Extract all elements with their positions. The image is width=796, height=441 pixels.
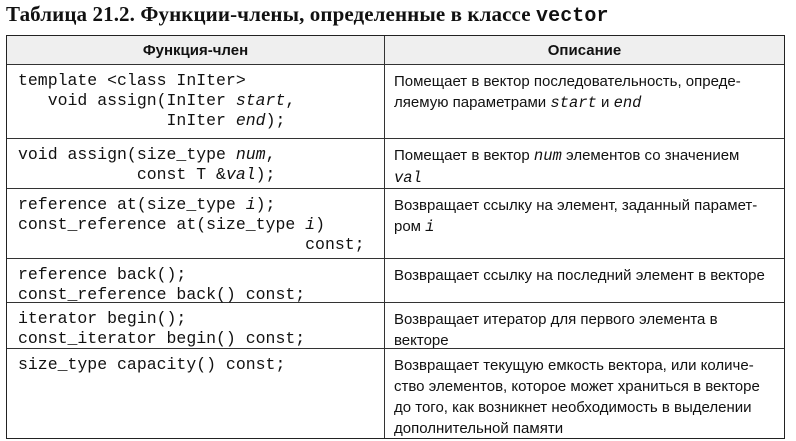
- table-row: [7, 189, 784, 259]
- text-segment: InIter: [18, 111, 236, 130]
- text-segment: const_reference back() const;: [18, 285, 306, 304]
- code-line: [18, 165, 384, 185]
- function-signature: [7, 303, 385, 348]
- code-line: [18, 145, 384, 165]
- description-line: [394, 167, 776, 189]
- header-description: Описание: [547, 41, 622, 59]
- function-description: [385, 65, 784, 138]
- text-segment: ,: [285, 91, 296, 110]
- text-segment: дополнительной памяти: [394, 420, 564, 437]
- text-segment: void assign(InIter: [18, 91, 236, 110]
- text-segment: );: [255, 195, 276, 214]
- parameter-name: num: [533, 147, 562, 165]
- text-segment: Возвращает итератор для первого элемента в векторе: [394, 311, 718, 349]
- function-description: [385, 349, 784, 438]
- caption-code: vector: [536, 5, 609, 28]
- parameter-name: i: [425, 218, 435, 236]
- description-line: [394, 92, 776, 114]
- description-line: [394, 145, 776, 167]
- description-line: [394, 71, 776, 92]
- parameter-name: end: [613, 94, 642, 112]
- table-row: [7, 139, 784, 189]
- function-signature: [7, 259, 385, 302]
- table-caption: [6, 2, 609, 28]
- text-segment: template <class InIter>: [18, 71, 246, 90]
- text-segment: Возвращает ссылку на последний элемент в векторе: [394, 267, 765, 284]
- code-line: [18, 111, 384, 131]
- text-segment: Возвращает ссылку на элемент, заданный парамет-: [394, 197, 758, 214]
- text-segment: элементов со значением: [561, 147, 740, 164]
- code-line: [18, 91, 384, 111]
- function-signature: [7, 139, 385, 188]
- code-line: [18, 265, 384, 285]
- function-description: [385, 259, 784, 302]
- parameter-name: val: [225, 165, 256, 184]
- text-segment: const_reference at(size_type: [18, 215, 306, 234]
- text-segment: const;: [18, 235, 365, 254]
- parameter-name: num: [235, 145, 266, 164]
- function-description: [385, 139, 784, 188]
- text-segment: reference back();: [18, 265, 187, 284]
- table-row: [7, 259, 784, 303]
- text-segment: const T &: [18, 165, 226, 184]
- function-description: [385, 189, 784, 258]
- text-segment: );: [265, 111, 286, 130]
- description-line: [394, 418, 776, 439]
- text-segment: size_type capacity() const;: [18, 355, 286, 374]
- text-segment: );: [255, 165, 276, 184]
- table-header-row: [7, 36, 784, 65]
- description-line: [394, 355, 776, 376]
- text-segment: Помещает в вектор: [394, 147, 534, 164]
- text-segment: Возвращает текущую емкость вектора, или количе-: [394, 357, 754, 374]
- code-line: [18, 215, 384, 235]
- description-line: [394, 216, 776, 238]
- code-line: [18, 309, 384, 329]
- text-segment: ): [315, 215, 325, 234]
- text-segment: и: [596, 94, 614, 111]
- description-line: [394, 397, 776, 418]
- description-line: [394, 309, 776, 351]
- code-line: [18, 235, 384, 255]
- text-segment: ство элементов, которое может храниться в векторе: [394, 378, 760, 395]
- function-signature: [7, 189, 385, 258]
- parameter-name: val: [394, 169, 422, 187]
- code-line: [18, 195, 384, 215]
- function-signature: [7, 349, 385, 438]
- text-segment: void assign(size_type: [18, 145, 236, 164]
- parameter-name: end: [235, 111, 266, 130]
- function-signature: [7, 65, 385, 138]
- parameter-name: start: [235, 91, 286, 110]
- description-line: [394, 376, 776, 397]
- table-row: [7, 349, 784, 438]
- header-member-function: Функция-член: [7, 36, 385, 64]
- table-row: [7, 303, 784, 349]
- text-segment: ром: [394, 218, 426, 235]
- text-segment: до того, как возникнет необходимость в выделении: [394, 399, 752, 416]
- code-line: [18, 285, 384, 305]
- text-segment: const_iterator begin() const;: [18, 329, 306, 348]
- code-line: [18, 71, 384, 91]
- description-line: [394, 195, 776, 216]
- text-segment: reference at(size_type: [18, 195, 246, 214]
- description-line: [394, 265, 776, 286]
- parameter-name: i: [305, 215, 316, 234]
- code-line: [18, 329, 384, 349]
- parameter-name: start: [550, 94, 597, 112]
- member-functions-table: [6, 35, 785, 439]
- text-segment: iterator begin();: [18, 309, 187, 328]
- table-row: [7, 65, 784, 139]
- function-description: [385, 303, 784, 348]
- code-line: [18, 355, 384, 375]
- text-segment: ,: [265, 145, 276, 164]
- parameter-name: i: [245, 195, 256, 214]
- text-segment: Помещает в вектор последовательность, опреде-: [394, 73, 741, 90]
- caption-label: Таблица 21.2. Функции-члены, определенные в классе: [6, 2, 536, 26]
- text-segment: ляемую параметрами: [394, 94, 551, 111]
